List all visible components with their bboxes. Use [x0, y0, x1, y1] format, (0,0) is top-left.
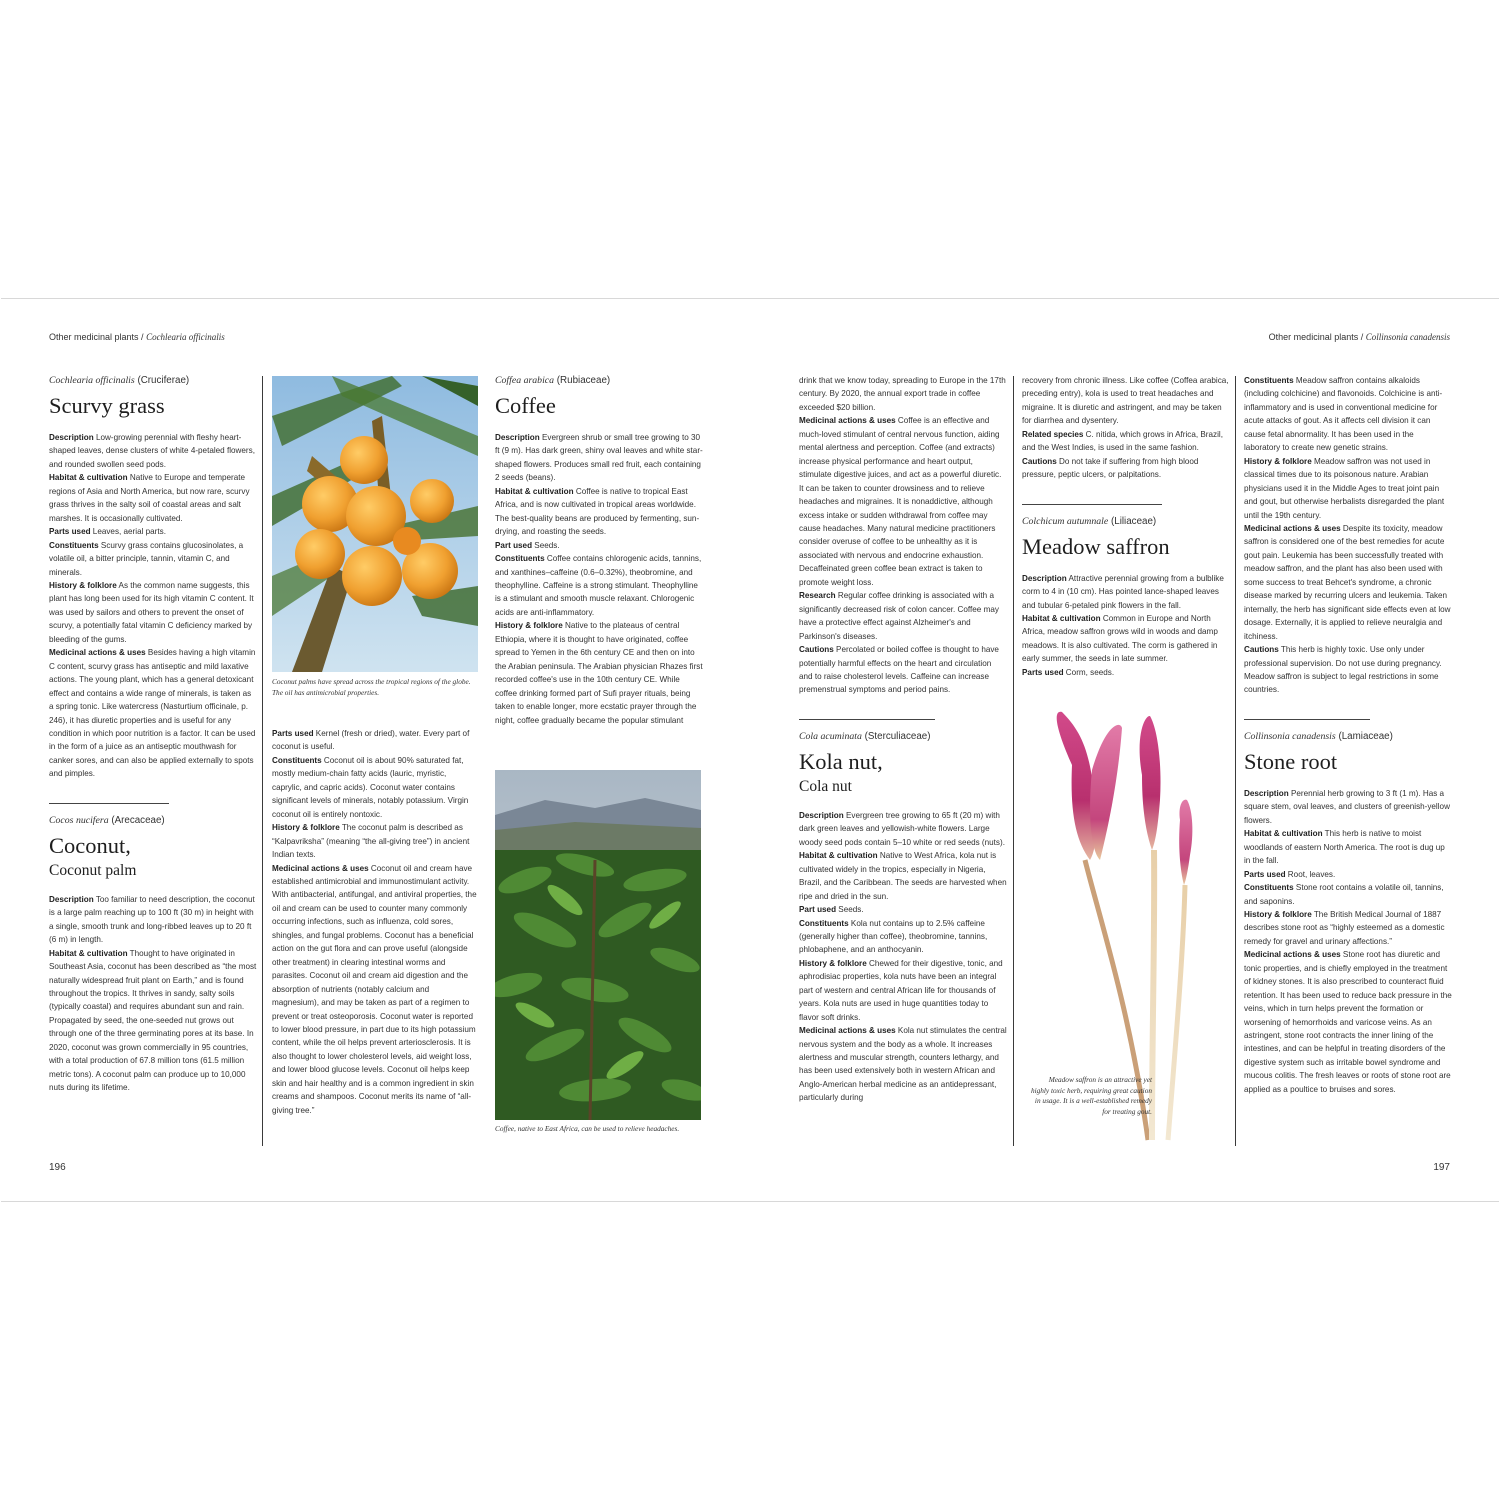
entry-paragraph [1022, 612, 1230, 666]
entry-body [49, 893, 257, 1095]
paragraph-label: Habitat & cultivation [49, 948, 128, 958]
coconut-photo-caption: Coconut palms have spread across the tropical regions of the globe. The oil has antimicrobial properties. [272, 677, 471, 697]
entry-paragraph [49, 431, 257, 471]
paragraph-text: Thought to have originated in Southeast Asia, coconut has been described as “the most naturally widespread fruit plant on Earth,” and is found throughout the tropics. It thrives in sandy, salty soils (typically coastal) and requires abundant sun and rain. Propagated by seed, the one-seeded nut grows out through one of the three germinating pores at its base. In 2020, coconut was grown commercially in 95 countries, with a total production of 67.8 million tons (61.5 million metric tons). A coconut palm can produce up to 10,000 nuts during its lifetime. [49, 948, 257, 1093]
paragraph-text: Seeds. [836, 905, 864, 915]
entry-body [799, 809, 1007, 1105]
entry-divider [1022, 504, 1162, 505]
paragraph-text: Native to West Africa, kola nut is cultivated widely in the tropics, especially in Nigeria, Brazil, and the Caribbean. The seeds are harvested when ripe and dried in the sun. [799, 851, 1007, 901]
entry-paragraph [49, 471, 257, 525]
paragraph-label: Parts used [1244, 869, 1286, 879]
paragraph-label: Description [49, 433, 94, 442]
entry-title: Scurvy grass [49, 393, 165, 418]
paragraph-text: This herb is native to moist woodlands of eastern North America. The root is dug up in the fall. [1244, 829, 1445, 866]
entry-paragraph [799, 589, 1007, 643]
column-2 [272, 727, 478, 1117]
entry-paragraph [49, 646, 257, 781]
entry-paragraph [1022, 428, 1230, 455]
paragraph-text: Meadow saffron contains alkaloids (including colchicine) and flavonoids. Colchicine is anti-inflammatory and is used in conventional medicine for acute attacks of gout. As it affects cell division it can cause fetal abnormality. It has been used in the laboratory to create new genetic strains. [1244, 376, 1443, 453]
entry-paragraph [799, 903, 1007, 916]
paragraph-text: Perennial herb growing to 3 ft (1 m). Has a square stem, oval leaves, and clusters of greenish-yellow flowers. [1244, 788, 1450, 825]
entry-subtitle: Coconut palm [49, 861, 137, 879]
entry-latin-name: Cocos nucifera (Arecaceae) [49, 814, 165, 826]
paragraph-label: Constituents [799, 918, 849, 928]
paragraph-label: Description [1022, 573, 1067, 583]
entry-paragraph [1244, 868, 1452, 881]
entry-paragraph [1244, 827, 1452, 867]
column-4 [799, 374, 1007, 1105]
entry-paragraph [1244, 948, 1452, 1096]
entry-paragraph [49, 579, 257, 646]
meadow-saffron-caption: Meadow saffron is an attractive yet highly toxic herb, requiring great caution in usage. It is a well-established remedy for treating gout. [1030, 1075, 1152, 1116]
paragraph-text: Attractive perennial growing from a bulblike corm to 4 in (10 cm). Has pointed lance-shaped leaves and tubular 6-petaled pink flowers in the fall. [1022, 573, 1224, 610]
paragraph-text: C. nitida, which grows in Africa, Brazil, and the West Indies, is used in the same fashion. [1022, 429, 1223, 453]
entry-paragraph [272, 754, 478, 821]
entry-paragraph [1244, 455, 1452, 522]
paragraph-text: This herb is highly toxic. Use only under professional supervision. Do not use during pregnancy. Meadow saffron is subject to legal restrictions in some countries. [1244, 645, 1442, 695]
paragraph-label: Description [495, 433, 540, 442]
entry-paragraph [1244, 881, 1452, 908]
entry-paragraph [49, 893, 257, 947]
entry-title: Coffee [495, 393, 556, 418]
paragraph-label: History & folklore [272, 823, 340, 833]
paragraph-text: Coconut oil and cream have established antimicrobial and immunostimulant activity. With antibacterial, antifungal, and antiviral properties, the oil and cream can be used to counter many commonly occurring infections, such as influenza, cold sores, shingles, and fungal problems. Coconut has a beneficial action on the gut flora and can prove useful (alongside other treatment) in clearing intestinal worms and parasites. Coconut oil and cream aid digestion and the absorption of nutrients (notably calcium and magnesium), and may be taken as part of a regimen to prevent or treat osteoporosis. Coconut water is reported to lower blood pressure, in part due to its high potassium content, while the oil helps prevent arteriosclerosis. It is also thought to lower cholesterol levels, aid weight loss, and lower blood glucose levels. Coconut oil helps keep skin and hair healthy and is a common ingredient in skin creams and shampoos. Coconut merits its name of “all-giving tree.” [272, 863, 477, 1115]
paragraph-text: Do not take if suffering from high blood pressure, peptic ulcers, or palpitations. [1022, 456, 1199, 480]
right-running-head: Other medicinal plants / Collinsonia canadensis [1268, 332, 1450, 342]
paragraph-label: Parts used [1022, 667, 1064, 677]
entry-subtitle: Cola nut [799, 777, 852, 795]
paragraph-label: Parts used [272, 729, 314, 738]
entry-latin-name: Collinsonia canadensis (Lamiaceae) [1244, 730, 1393, 742]
paragraph-text: Evergreen shrub or small tree growing to 30 ft (9 m). Has dark green, shiny oval leaves and white star-shaped flowers. Produces small red fruit, each containing 2 seeds (beans). [495, 433, 703, 483]
paragraph-label: Description [49, 894, 94, 904]
entry-paragraph [49, 525, 257, 538]
paragraph-text: Corm, seeds. [1063, 667, 1115, 677]
page-number-right: 197 [1433, 1162, 1450, 1173]
entry-paragraph [799, 809, 1007, 849]
paragraph-text: recovery from chronic illness. Like coffee (Coffea arabica, preceding entry), kola is used to treat headaches and migraine. It is diuretic and astringent, and may be taken for diarrhea and dysentery. [1022, 376, 1229, 426]
paragraph-label: Medicinal actions & uses [799, 1026, 896, 1036]
entry-paragraph [272, 821, 478, 861]
paragraph-label: Medicinal actions & uses [272, 863, 369, 873]
paragraph-label: Habitat & cultivation [799, 851, 878, 861]
paragraph-label: Habitat & cultivation [1244, 829, 1323, 839]
paragraph-label: Cautions [1244, 645, 1279, 655]
paragraph-label: Constituents [1244, 883, 1294, 893]
paragraph-label: History & folklore [495, 621, 563, 631]
page-number-left: 196 [49, 1162, 66, 1173]
paragraph-label: History & folklore [1244, 909, 1312, 919]
paragraph-text: As the common name suggests, this plant has long been used for its high vitamin C content. It was used by sailors and others to prevent the onset of scurvy, a potentially fatal vitamin C deficiency marked by bleeding of the gums. [49, 580, 254, 644]
paragraph-label: Habitat & cultivation [49, 473, 128, 483]
paragraph-text: Too familiar to need description, the coconut is a large palm reaching up to 100 ft (30 m) in height with a single, smooth trunk and long-ribbed leaves up to 20 ft (6 m) in length. [49, 894, 255, 945]
paragraph-label: Habitat & cultivation [1022, 613, 1101, 623]
entry-paragraph [799, 374, 1007, 414]
entry-paragraph [1244, 374, 1452, 455]
paragraph-text: The coconut palm is described as “Kalpavriksha” (meaning “the all-giving tree”) in ancient Indian texts. [272, 823, 470, 860]
paragraph-label: Description [799, 810, 844, 820]
paragraph-text: Root, leaves. [1285, 869, 1336, 879]
entry-paragraph [272, 862, 478, 1118]
entry-paragraph [1022, 374, 1230, 428]
column-3 [495, 374, 703, 727]
entry-divider [1244, 719, 1370, 720]
paragraph-text: Despite its toxicity, meadow saffron is considered one of the best remedies for acute gout pain. Leukemia has been successfully treated with meadow saffron, and the plant has also been used with some success to treat Behcet's syndrome, a chronic disease marked by recurring ulcers and leukemia. Taken internally, the herb has significant side effects even at low dosage. Externally, it is applied to relieve neuralgia and itchiness. [1244, 523, 1451, 641]
paragraph-text: Besides having a high vitamin C content, scurvy grass has antiseptic and mild laxative actions. The young plant, which has a general detoxicant effect and contains a wide range of minerals, is taken as a spring tonic. Like watercress (Nasturtium officinale, p. 246), it has diuretic properties and is useful for any condition in which poor nutrition is a factor. It can be used in the form of a juice as an antiseptic mouthwash for canker sores, and can also be applied externally to spots and pimples. [49, 648, 256, 779]
paragraph-text: Common in Europe and North Africa, meadow saffron grows wild in woods and damp meadows. It is also cultivated. The corm is gathered in early summer, the seeds in late summer. [1022, 613, 1218, 664]
paragraph-text: Kernel (fresh or dried), water. Every part of coconut is useful. [272, 729, 470, 752]
paragraph-label: Cautions [799, 645, 834, 655]
entry-paragraph [799, 849, 1007, 903]
paragraph-text: Coffee contains chlorogenic acids, tannins, and xanthines–caffeine (0.6–0.32%), theobromine, and theophylline. Caffeine is a strong stimulant. Theophylline is a stimulant and smooth muscle relaxant. Chlorogenic acids are anti-inflammatory. [495, 554, 702, 617]
entry-body [799, 374, 1007, 697]
entry-paragraph [1022, 572, 1230, 612]
paragraph-text: Seeds. [532, 540, 560, 550]
paragraph-text: Native to the plateaus of central Ethiopia, where it is thought to have originated, coffee spread to Yemen in the 6th century CE and then on into the Arabian peninsula. The Arabian physician Rhazes first recorded coffee's use in the 10th century CE. While coffee drinking formed part of Sufi prayer rituals, being taken to enable longer, more ecstatic prayer through the night, coffee gradually became the popular stimulant [495, 621, 703, 725]
entry-paragraph [1022, 455, 1230, 482]
column-rule [262, 376, 263, 1146]
entry-latin-name: Cochlearia officinalis (Cruciferae) [49, 375, 190, 386]
entry-paragraph [1244, 643, 1452, 697]
paragraph-text: Scurvy grass contains glucosinolates, a volatile oil, a bitter principle, tannin, vitamin C, and minerals. [49, 540, 244, 577]
paragraph-text: Evergreen tree growing to 65 ft (20 m) with dark green leaves and yellowish-white flowers. Large woody seed pods contain 5–10 white or red seeds (nuts). [799, 810, 1005, 847]
entry-title: Coconut, [49, 832, 131, 858]
paragraph-text: Leaves, aerial parts. [90, 527, 166, 537]
paragraph-text: Coffee is an effective and much-loved stimulant of central nervous function, aiding mental alertness and perception. Coffee (and extracts) increase physical performance and heart output, stimulate digestive juices, and act as a powerful diuretic. It can be taken to counter drowsiness and to relieve headaches and migraines. It is nonaddictive, although excess intake or sudden withdrawal from coffee may cause headaches. Many natural medicine practitioners consider overuse of coffee to be unhealthy as it is associated with nervous and endocrine exhaustion. Decaffeinated green coffee bean extract is taken to promote weight loss. [799, 416, 1002, 587]
entry-body [495, 431, 703, 727]
entry-paragraph [799, 957, 1007, 1024]
entry-title: Stone root [1244, 748, 1338, 774]
left-running-head: Other medicinal plants / Cochlearia officinalis [49, 332, 225, 342]
column-rule [1235, 376, 1236, 1146]
paragraph-label: History & folklore [799, 958, 867, 968]
paragraph-label: Habitat & cultivation [495, 486, 574, 496]
paragraph-label: Medicinal actions & uses [1244, 950, 1341, 960]
entry-body [1022, 374, 1230, 482]
entry-paragraph [495, 539, 703, 552]
column-5 [1022, 374, 1230, 679]
entry-paragraph [1244, 908, 1452, 948]
column-6 [1244, 374, 1452, 1096]
paragraph-label: Constituents [495, 554, 545, 564]
paragraph-label: History & folklore [49, 580, 117, 590]
entry-paragraph [495, 485, 703, 539]
paragraph-text: Kola nut contains up to 2.5% caffeine (generally higher than coffee), theobromine, tannins, phlobaphene, and an anthocyanin. [799, 918, 988, 955]
entry-paragraph [1022, 666, 1230, 679]
entry-body [1022, 572, 1230, 680]
paragraph-text: Meadow saffron was not used in classical times due to its poisonous nature. Arabian physicians used it in the Middle Ages to treat joint pain and gout, but otherwise herbalists disregarded the plant until the 19th century. [1244, 456, 1445, 520]
entry-title: Kola nut, [799, 748, 883, 774]
paragraph-label: Cautions [1022, 456, 1057, 466]
entry-body [1244, 374, 1452, 697]
paragraph-label: Medicinal actions & uses [49, 648, 146, 658]
paragraph-text: Coconut oil is about 90% saturated fat, mostly medium-chain fatty acids (lauric, myristic, caprylic, and capric acids). Coconut water contains significant levels of minerals, notably potassium. Virgin coconut oil is entirely nontoxic. [272, 755, 469, 819]
column-rule [1013, 376, 1014, 1146]
entry-paragraph [49, 947, 257, 1095]
paragraph-label: Constituents [272, 755, 322, 765]
paragraph-text: Percolated or boiled coffee is thought to have potentially harmful effects on the heart and circulation and to raise cholesterol levels. Caffeine can increase premenstrual symptoms and period pains. [799, 645, 999, 695]
entry-paragraph [495, 619, 703, 727]
paragraph-text: Coffee is native to tropical East Africa, and is now cultivated in tropical areas worldwide. The best-quality beans are produced by fermenting, sun-drying, and roasting the seeds. [495, 486, 700, 537]
entry-paragraph [799, 643, 1007, 697]
column-1 [49, 374, 257, 1095]
entry-latin-name: Colchicum autumnale (Liliaceae) [1022, 515, 1157, 527]
coconut-palm-photo [272, 376, 478, 672]
paragraph-label: Research [799, 591, 836, 601]
paragraph-label: Medicinal actions & uses [799, 416, 896, 426]
entry-body [272, 727, 478, 1117]
entry-paragraph [49, 539, 257, 579]
entry-paragraph [799, 414, 1007, 589]
paragraph-text: Stone root has diuretic and tonic properties, and is chiefly employed in the treatment of kidney stones. It is also prescribed to counteract fluid retention. It has been used to reduce back pressure in the veins, which in turn helps prevent the formation or worsening of hemorrhoids and varicose veins. As an astringent, stone root contracts the inner lining of the intestines, and can be helpful in treating disorders of the digestive system such as irritable bowel syndrome and mucous colitis. The fresh leaves or roots of stone root are applied as a poultice to bruises and sores. [1244, 950, 1452, 1094]
entry-paragraph [799, 1024, 1007, 1105]
entry-paragraph [1244, 522, 1452, 643]
entry-paragraph [495, 552, 703, 619]
coffee-photo-caption: Coffee, native to East Africa, can be used to relieve headaches. [495, 1124, 680, 1133]
entry-paragraph [799, 917, 1007, 957]
entry-latin-name: Cola acuminata (Sterculiaceae) [799, 730, 931, 742]
entry-paragraph [272, 727, 478, 754]
paragraph-label: Medicinal actions & uses [1244, 523, 1341, 533]
entry-body [1244, 787, 1452, 1096]
paragraph-label: Description [1244, 788, 1289, 798]
paragraph-label: Constituents [1244, 376, 1294, 385]
paragraph-text: Stone root contains a volatile oil, tannins, and saponins. [1244, 883, 1444, 906]
paragraph-label: Part used [495, 540, 533, 550]
paragraph-text: Regular coffee drinking is associated with a significantly decreased risk of colon cancer. Coffee may have a protective effect against Alzheimer's and Parkinson's diseases. [799, 591, 999, 641]
paragraph-text: Low-growing perennial with fleshy heart-shaped leaves, dense clusters of white 4-petaled flowers, and rounded swollen seed pods. [49, 433, 255, 469]
paragraph-text: Chewed for their digestive, tonic, and aphrodisiac properties, kola nuts have been an integral part of western and central African life for thousands of years. Kola nuts are used in huge quantities today to flavor soft drinks. [799, 958, 1003, 1022]
entry-body [49, 431, 257, 781]
paragraph-label: Constituents [49, 540, 99, 550]
paragraph-text: Native to Europe and temperate regions of Asia and North America, but now rare, scurvy grass thrives in the salty soil of coastal areas and salt marshes. It is occasionally cultivated. [49, 473, 250, 523]
paragraph-label: Related species [1022, 429, 1084, 439]
entry-paragraph [495, 431, 703, 485]
paragraph-label: History & folklore [1244, 456, 1312, 466]
entry-divider [799, 719, 935, 720]
paragraph-label: Part used [799, 905, 837, 915]
coffee-plant-photo [495, 770, 701, 1120]
paragraph-text: The British Medical Journal of 1887 describes stone root as “highly esteemed as a domestic remedy for gravel and urinary affections.” [1244, 909, 1445, 946]
paragraph-label: Parts used [49, 527, 91, 537]
entry-paragraph [1244, 787, 1452, 827]
entry-title: Meadow saffron [1022, 533, 1170, 559]
entry-divider [49, 803, 169, 804]
paragraph-text: Kola nut stimulates the central nervous system and the body as a whole. It increases alertness and muscular strength, counters lethargy, and has been used extensively both in western African and Anglo-American herbal medicine as an antidepressant, particularly during [799, 1026, 1007, 1103]
paragraph-text: drink that we know today, spreading to Europe in the 17th century. By 2020, the annual export trade in coffee exceeded $20 billion. [799, 376, 1006, 412]
entry-latin-name: Coffea arabica (Rubiaceae) [495, 375, 611, 386]
